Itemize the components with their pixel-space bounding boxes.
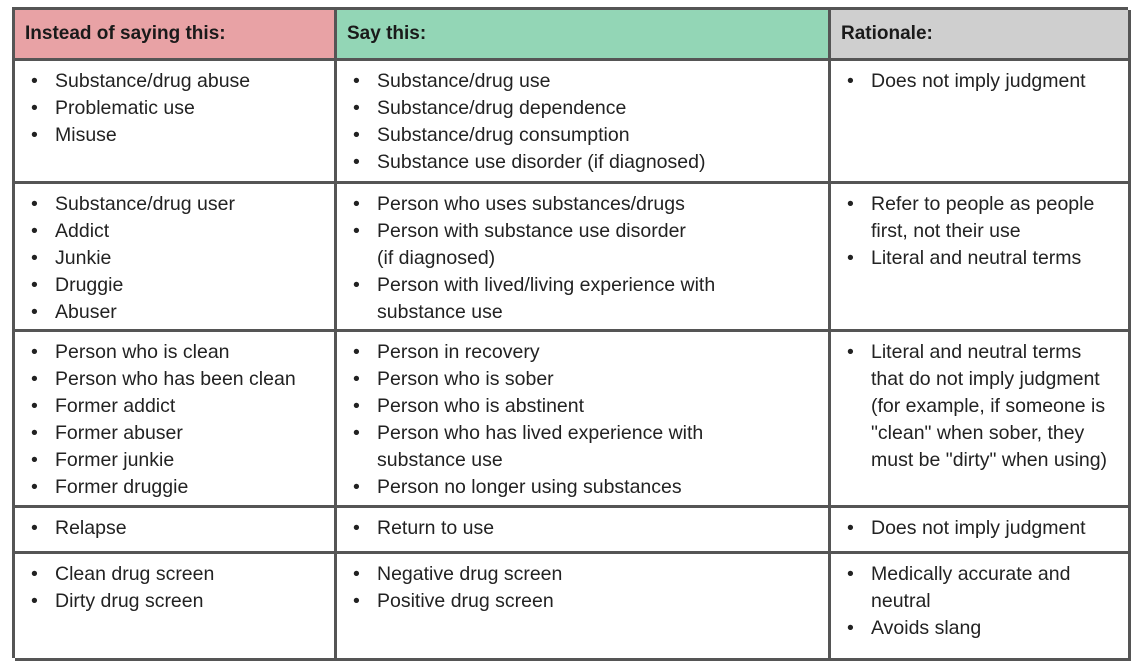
bullet-list bbox=[351, 561, 822, 615]
bullet-item bbox=[29, 299, 328, 326]
bullet-text: that do not imply judgment bbox=[871, 368, 1100, 390]
bullet-text: • Negative drug screen bbox=[377, 563, 563, 585]
bullet-item bbox=[29, 420, 328, 447]
bullet-text: • Former druggie bbox=[55, 476, 189, 498]
bullet-text: • Substance/drug consumption bbox=[377, 124, 630, 146]
instead-cell bbox=[15, 508, 337, 554]
bullet-item bbox=[29, 191, 328, 218]
bullet-text: • Substance/drug dependence bbox=[377, 97, 627, 119]
bullet-list bbox=[29, 515, 328, 542]
bullet-text: • Addict bbox=[55, 220, 110, 242]
bullet-list bbox=[29, 339, 328, 501]
instead-cell bbox=[15, 61, 337, 184]
bullet-item bbox=[29, 122, 328, 149]
bullet-text: • Person who has lived experience with bbox=[377, 422, 704, 444]
bullet-item bbox=[351, 122, 822, 149]
bullet-item bbox=[351, 95, 822, 122]
bullet-item bbox=[351, 191, 822, 218]
bullet-text: "clean" when sober, they bbox=[871, 422, 1085, 444]
bullet-text: • Person who uses substances/drugs bbox=[377, 193, 685, 215]
bullet-text: • Literal and neutral terms bbox=[871, 247, 1082, 269]
bullet-item bbox=[351, 588, 822, 615]
bullet-text: • Junkie bbox=[55, 247, 112, 269]
bullet-item bbox=[29, 366, 328, 393]
bullet-list bbox=[351, 68, 822, 176]
bullet-list bbox=[845, 68, 1122, 95]
bullet-text: • Positive drug screen bbox=[377, 590, 554, 612]
header-rationale-label: Rationale: bbox=[841, 23, 933, 44]
bullet-list bbox=[29, 561, 328, 615]
bullet-text: • Former addict bbox=[55, 395, 176, 417]
bullet-text: • Does not imply judgment bbox=[871, 517, 1086, 539]
bullet-item bbox=[29, 68, 328, 95]
bullet-text: • Substance/drug use bbox=[377, 70, 551, 92]
bullet-item bbox=[29, 339, 328, 366]
bullet-text: (if diagnosed) bbox=[377, 247, 496, 269]
rationale-cell bbox=[831, 61, 1131, 184]
bullet-list bbox=[845, 191, 1122, 272]
bullet-item bbox=[351, 420, 822, 474]
bullet-item bbox=[29, 245, 328, 272]
bullet-text: • Person who is clean bbox=[55, 341, 230, 363]
bullet-item bbox=[29, 218, 328, 245]
bullet-item bbox=[29, 272, 328, 299]
say-this-cell bbox=[337, 332, 831, 508]
bullet-text: • Person who is abstinent bbox=[377, 395, 585, 417]
bullet-list bbox=[845, 515, 1122, 542]
bullet-text: • Person in recovery bbox=[377, 341, 540, 363]
say-this-cell bbox=[337, 61, 831, 184]
bullet-text: • Person who has been clean bbox=[55, 368, 296, 390]
bullet-text: • Avoids slang bbox=[871, 617, 982, 639]
bullet-item bbox=[29, 95, 328, 122]
bullet-item bbox=[29, 588, 328, 615]
bullet-item bbox=[845, 515, 1122, 542]
bullet-item bbox=[29, 515, 328, 542]
bullet-list bbox=[351, 191, 822, 326]
bullet-text: • Person with substance use disorder bbox=[377, 220, 686, 242]
language-guide-table bbox=[12, 7, 1128, 658]
say-this-cell bbox=[337, 184, 831, 332]
bullet-list bbox=[351, 515, 822, 542]
bullet-text: substance use bbox=[377, 301, 503, 323]
bullet-item bbox=[351, 68, 822, 95]
bullet-text: • Problematic use bbox=[55, 97, 195, 119]
bullet-item bbox=[351, 515, 822, 542]
bullet-item bbox=[351, 366, 822, 393]
bullet-text: • Person who is sober bbox=[377, 368, 554, 390]
bullet-list bbox=[845, 339, 1122, 474]
bullet-item bbox=[845, 191, 1122, 245]
instead-cell bbox=[15, 184, 337, 332]
bullet-list bbox=[351, 339, 822, 501]
bullet-item bbox=[845, 245, 1122, 272]
bullet-list bbox=[29, 68, 328, 149]
rationale-cell bbox=[831, 554, 1131, 661]
rationale-cell bbox=[831, 184, 1131, 332]
instead-cell bbox=[15, 332, 337, 508]
bullet-item bbox=[351, 218, 822, 272]
bullet-list bbox=[29, 191, 328, 326]
bullet-text: • Substance/drug abuse bbox=[55, 70, 251, 92]
bullet-text: neutral bbox=[871, 590, 931, 612]
header-instead-of-saying bbox=[15, 10, 337, 61]
bullet-item bbox=[29, 393, 328, 420]
bullet-text: • Medically accurate and bbox=[871, 563, 1071, 585]
bullet-item bbox=[845, 561, 1122, 615]
header-say-label: Say this: bbox=[347, 23, 427, 44]
bullet-item bbox=[845, 339, 1122, 474]
header-instead-label: Instead of saying this: bbox=[25, 23, 226, 44]
bullet-text: • Former abuser bbox=[55, 422, 183, 444]
say-this-cell bbox=[337, 554, 831, 661]
bullet-item bbox=[351, 393, 822, 420]
bullet-text: • Former junkie bbox=[55, 449, 175, 471]
bullet-text: first, not their use bbox=[871, 220, 1021, 242]
rationale-cell bbox=[831, 508, 1131, 554]
bullet-item bbox=[29, 561, 328, 588]
bullet-text: • Return to use bbox=[377, 517, 495, 539]
rationale-cell bbox=[831, 332, 1131, 508]
bullet-text: • Person with lived/living experience with bbox=[377, 274, 716, 296]
bullet-text: • Substance use disorder (if diagnosed) bbox=[377, 151, 706, 173]
bullet-text: • Literal and neutral terms bbox=[871, 341, 1082, 363]
bullet-text: • Substance/drug user bbox=[55, 193, 235, 215]
bullet-text: • Does not imply judgment bbox=[871, 70, 1086, 92]
bullet-item bbox=[845, 615, 1122, 642]
bullet-list bbox=[845, 561, 1122, 642]
bullet-item bbox=[845, 68, 1122, 95]
bullet-item bbox=[351, 149, 822, 176]
header-say-this bbox=[337, 10, 831, 61]
bullet-text: • Abuser bbox=[55, 301, 117, 323]
bullet-text: • Misuse bbox=[55, 124, 117, 146]
bullet-text: (for example, if someone is bbox=[871, 395, 1106, 417]
bullet-item bbox=[351, 272, 822, 326]
say-this-cell bbox=[337, 508, 831, 554]
header-rationale bbox=[831, 10, 1131, 61]
bullet-item bbox=[29, 447, 328, 474]
bullet-text: • Person no longer using substances bbox=[377, 476, 682, 498]
instead-cell bbox=[15, 554, 337, 661]
bullet-text: substance use bbox=[377, 449, 503, 471]
bullet-text: • Druggie bbox=[55, 274, 124, 296]
bullet-item bbox=[351, 474, 822, 501]
bullet-text: • Refer to people as people bbox=[871, 193, 1095, 215]
bullet-item bbox=[351, 339, 822, 366]
bullet-text: • Dirty drug screen bbox=[55, 590, 204, 612]
bullet-text: • Clean drug screen bbox=[55, 563, 215, 585]
bullet-text: must be "dirty" when using) bbox=[871, 449, 1108, 471]
bullet-item bbox=[351, 561, 822, 588]
bullet-text: • Relapse bbox=[55, 517, 127, 539]
bullet-item bbox=[29, 474, 328, 501]
